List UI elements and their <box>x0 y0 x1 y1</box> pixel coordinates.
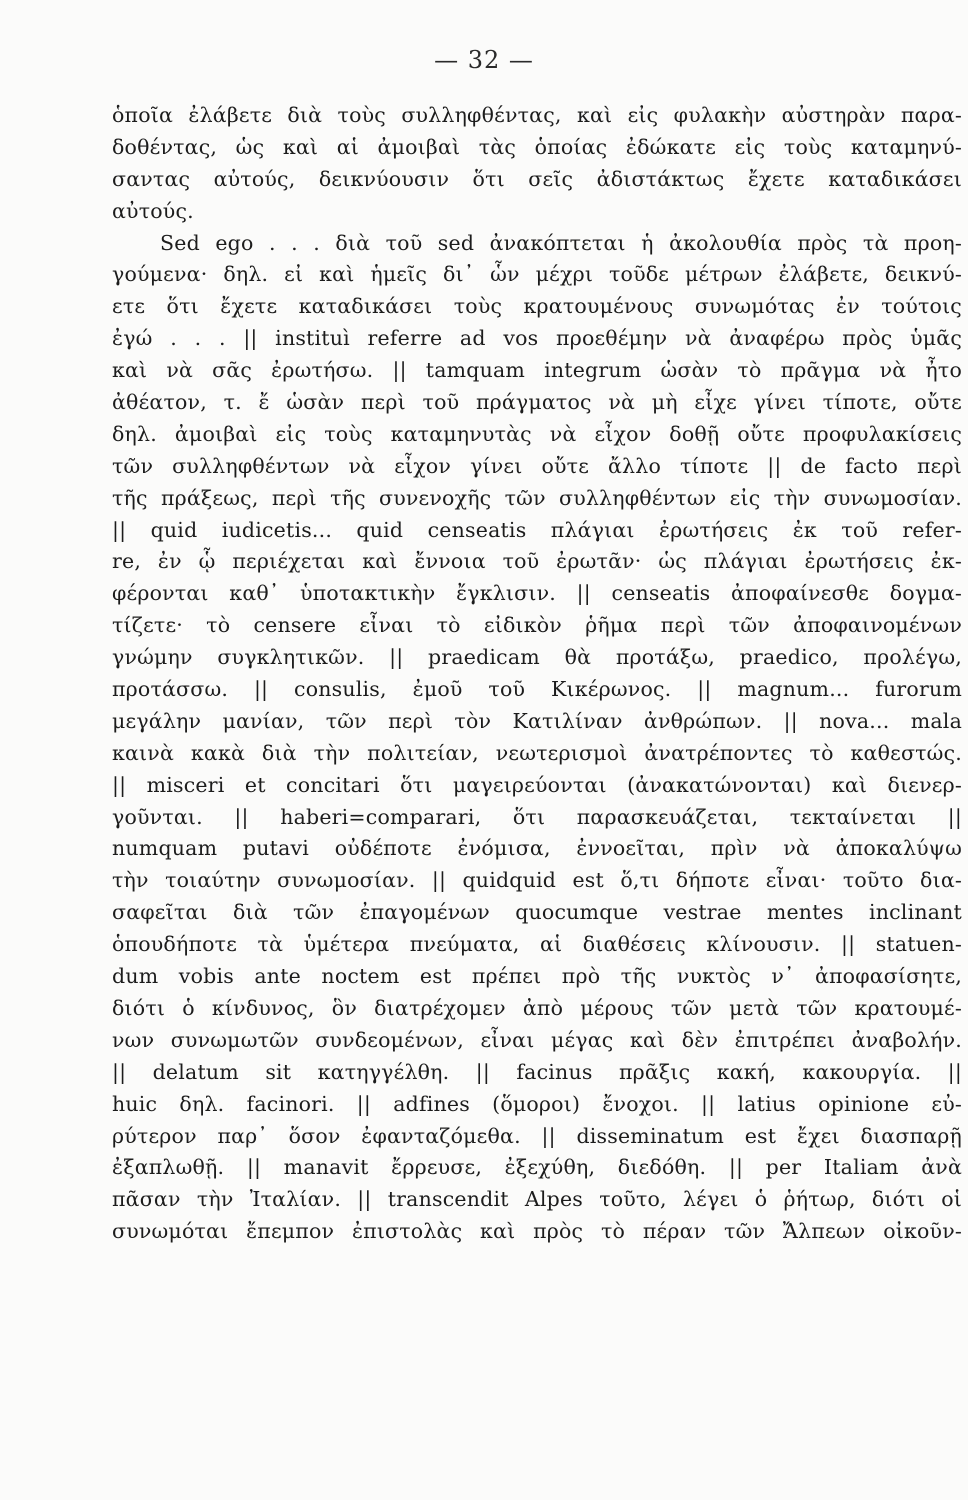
page-number: — 32 — <box>434 46 534 74</box>
text-line: τῆς πράξεως, περὶ τῆς συνενοχῆς τῶν συλληφθέντων εἰς τὴν συνωμοσίαν. <box>112 485 962 510</box>
text-line: γούμενα· δηλ. εἰ καὶ ἡμεῖς δι᾽ ὧν μέχρι τοῦδε μέτρων ἐλάβετε, δεικνύ- <box>112 262 962 287</box>
text-line: || quid iudicetis... quid censeatis πλάγιαι ἐρωτήσεις ἐκ τοῦ refer- <box>112 517 962 542</box>
text-line: προτάσσω. || consulis, ἐμοῦ τοῦ Κικέρωνος. || magnum... furorum <box>112 677 962 702</box>
text-line: ἐγώ . . . || instituì referre ad vos προεθέμην νὰ ἀναφέρω πρὸς ὑμᾶς <box>112 326 962 351</box>
text-line: ὁπουδήποτε τὰ ὑμέτερα πνεύματα, αἱ διαθέσεις κλίνουσιν. || statuen- <box>112 932 962 957</box>
text-line: καινὰ κακὰ διὰ τὴν πολιτείαν, νεωτερισμοὶ ἀνατρέποντες τὸ καθεστώς. <box>112 740 962 765</box>
text-line: γνώμην συγκλητικῶν. || praedicam θὰ προτάξω, praedico, προλέγω, <box>112 645 962 670</box>
text-line: πᾶσαν τὴν Ἰταλίαν. || transcendit Alpes τοῦτο, λέγει ὁ ῥήτωρ, διότι οἱ <box>112 1187 962 1212</box>
text-line: τὴν τοιαύτην συνωμοσίαν. || quidquid est ὅ,τι δήποτε εἶναι· τοῦτο δια- <box>112 868 962 893</box>
text-line: φέρονται καθ᾽ ὑποτακτικὴν ἔγκλισιν. || censeatis ἀποφαίνεσθε δογμα- <box>112 581 962 606</box>
text-line: Sed ego . . . διὰ τοῦ sed ἀνακόπτεται ἡ ἀκολουθία πρὸς τὰ προη- <box>160 230 962 255</box>
text-line: συνωμόται ἔπεμπον ἐπιστολὰς καὶ πρὸς τὸ πέραν τῶν Ἄλπεων οἰκοῦν- <box>112 1219 962 1244</box>
text-line: αὐτούς. <box>112 198 194 223</box>
text-line: re, ἐν ᾧ περιέχεται καὶ ἔννοια τοῦ ἐρωτᾶν· ὡς πλάγιαι ἐρωτήσεις ἐκ- <box>112 549 962 574</box>
text-line: νων συνωμωτῶν συνδεομένων, εἶναι μέγας καὶ δὲν ἐπιτρέπει ἀναβολήν. <box>112 1027 962 1052</box>
text-line: τίζετε· τὸ censere εἶναι τὸ εἰδικὸν ῥῆμα περὶ τῶν ἀποφαινομένων <box>112 613 962 638</box>
text-line: || delatum sit κατηγγέλθη. || facinus πρᾶξις κακή, κακουργία. || <box>112 1059 962 1084</box>
text-line: ρύτερον παρ᾽ ὅσον ἐφανταζόμεθα. || disseminatum est ἔχει διασπαρῇ <box>112 1123 962 1148</box>
body-text <box>112 100 962 1248</box>
text-line: numquam putavi οὐδέποτε ἐνόμισα, ἐννοεῖται, πρὶν νὰ ἀποκαλύψω <box>112 836 962 861</box>
text-line: δηλ. ἀμοιβαὶ εἰς τοὺς καταμηνυτὰς νὰ εἶχον δοθῇ οὔτε προφυλακίσεις <box>112 421 962 446</box>
text-line: ἀθέατον, τ. ἔ ὡσὰν περὶ τοῦ πράγματος νὰ μὴ εἶχε γίνει τίποτε, οὔτε <box>112 390 962 415</box>
text-line: ὁποῖα ἐλάβετε διὰ τοὺς συλληφθέντας, καὶ εἰς φυλακὴν αὐστηρὰν παρα- <box>112 103 962 127</box>
text-line: καὶ νὰ σᾶς ἐρωτήσω. || tamquam integrum ὡσὰν τὸ πρᾶγμα νὰ ἦτο <box>112 358 962 383</box>
text-line: δοθέντας, ὡς καὶ αἱ ἀμοιβαὶ τὰς ὁποίας ἐδώκατε εἰς τοὺς καταμηνύ- <box>112 134 962 159</box>
text-line: huic δηλ. facinori. || adfines (ὅμοροι) ἔνοχοι. || latius opinione εὐ- <box>112 1091 962 1116</box>
text-line: dum vobis ante noctem est πρέπει πρὸ τῆς νυκτὸς ν᾽ ἀποφασίσητε, <box>112 964 962 989</box>
text-line: σαντας αὐτούς, δεικνύουσιν ὅτι σεῖς ἀδιστάκτως ἔχετε καταδικάσει <box>112 166 962 191</box>
text-line: μεγάλην μανίαν, τῶν περὶ τὸν Κατιλίναν ἀνθρώπων. || nova... mala <box>112 708 962 733</box>
text-line: || misceri et concitari ὅτι μαγειρεύονται (ἀνακατώνονται) καὶ διενερ- <box>112 772 962 797</box>
text-line: ἐξαπλωθῇ. || manavit ἔρρευσε, ἐξεχύθη, διεδόθη. || per Italiam ἀνὰ <box>112 1155 962 1180</box>
text-line: ετε ὅτι ἔχετε καταδικάσει τοὺς κρατουμένους συνωμότας ἐν τούτοις <box>112 294 962 319</box>
text-line: σαφεῖται διὰ τῶν ἐπαγομένων quocumque vestrae mentes inclinant <box>112 900 962 925</box>
text-line: διότι ὁ κίνδυνος, ὃν διατρέχομεν ἀπὸ μέρους τῶν μετὰ τῶν κρατουμέ- <box>112 995 962 1020</box>
text-line: γοῦνται. || haberi=comparari, ὅτι παρασκευάζεται, τεκταίνεται || <box>112 804 962 829</box>
text-line: τῶν συλληφθέντων νὰ εἶχον γίνει οὔτε ἄλλο τίποτε || de facto περὶ <box>112 453 962 478</box>
